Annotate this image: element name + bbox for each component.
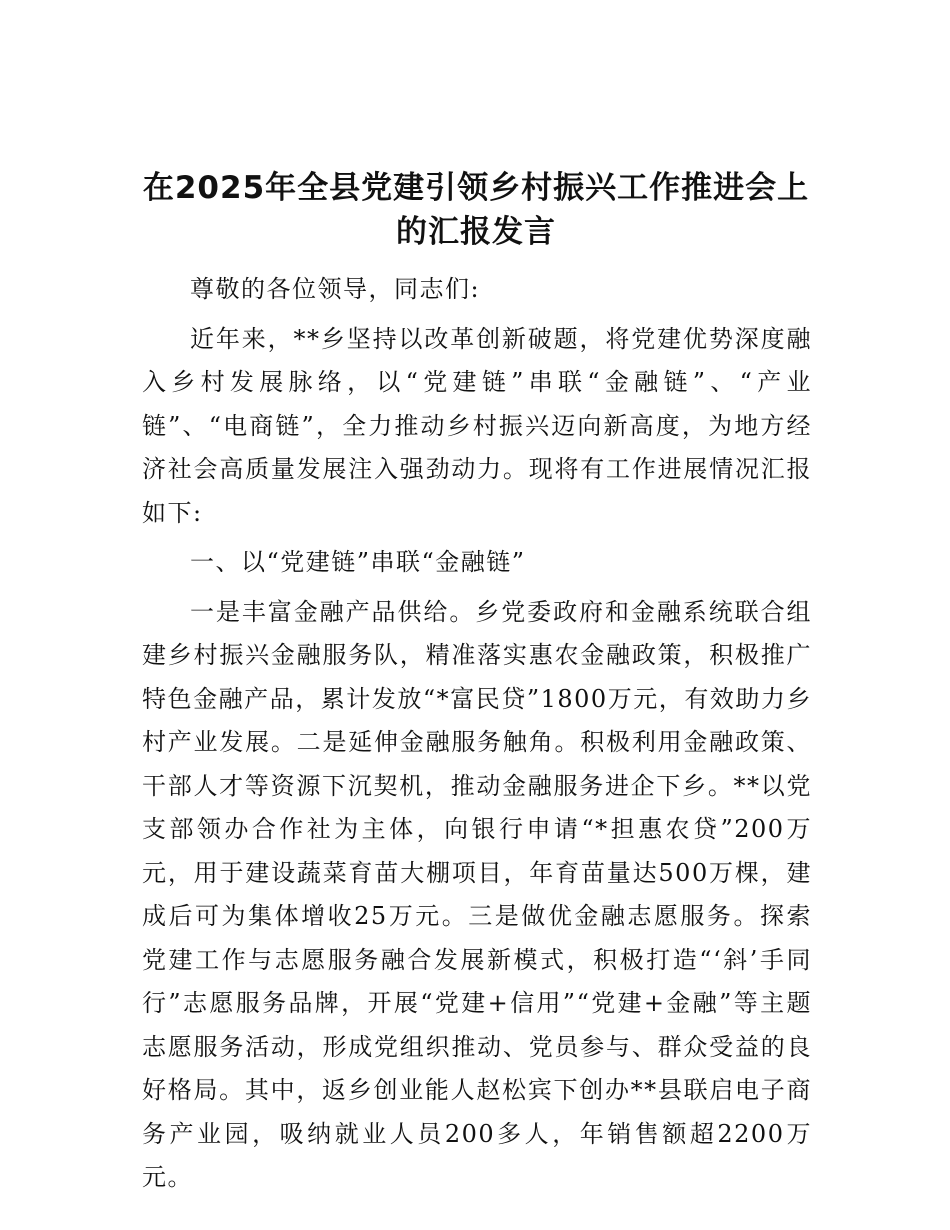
intro-paragraph: 近年来，**乡坚持以改革创新破题，将党建优势深度融入乡村发展脉络，以“党建链”串联“金融链”、“产业链”、“电商链”，全力推动乡村振兴迈向新高度，为地方经济社会高质量发展注入强劲动力。现将有工作进展情况汇报如下: — [142, 324, 812, 527]
document-title: 在2025年全县党建引领乡村振兴工作推进会上的汇报发言 — [142, 170, 810, 250]
section-heading: 一、以“党建链”串联“金融链” — [190, 548, 526, 576]
salutation: 尊敬的各位领导，同志们: — [190, 275, 481, 303]
section-paragraph: 一是丰富金融产品供给。乡党委政府和金融系统联合组建乡村振兴金融服务队，精准落实惠农金融政策，积极推广特色金融产品，累计发放“*富民贷”1800万元，有效助力乡村产业发展。二是延伸金融服务触角。积极利用金融政策、干部人才等资源下沉契机，推动金融服务进企下乡。**以党支部领办合作社为主体，向银行申请“*担惠农贷”200万元，用于建设蔬菜育苗大棚项目，年育苗量达500万棵，建成后可为集体增收25万元。三是做优金融志愿服务。探索党建工作与志愿服务融合发展新模式，积极打造“‘斜’手同行”志愿服务品牌，开展“党建+信用”“党建+金融”等主题志愿服务活动，形成党组织推动、党员参与、群众受益的良好格局。其中，返乡创业能人赵松宾下创办**县联启电子商务产业园，吸纳就业人员200多人，年销售额超2200万元。 — [142, 597, 812, 1191]
document-body — [142, 268, 812, 1206]
